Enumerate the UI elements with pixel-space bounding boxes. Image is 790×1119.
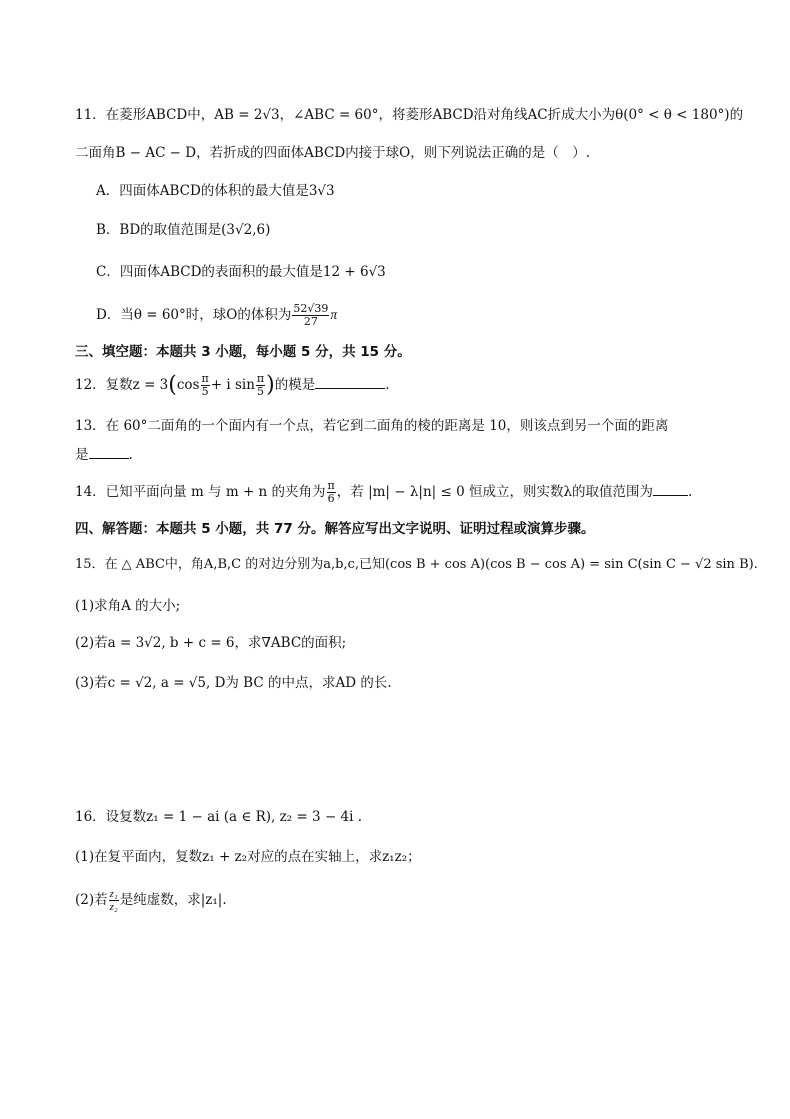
fraction-denominator: 27 bbox=[303, 315, 318, 328]
q12-sin: + i sin bbox=[210, 377, 255, 393]
q15-line1: 15．在 △ ABC中，角A,B,C 的对边分别为a,b,c,已知(cos B + cos A)(cos B − cos A) = sin C(sin C − √2 sin B). bbox=[75, 557, 758, 572]
q12-fraction-2 bbox=[256, 373, 265, 398]
q15-part1: (1)求角A 的大小; bbox=[75, 598, 181, 614]
q14-fraction bbox=[327, 480, 336, 505]
fraction-numerator: 52√39 bbox=[293, 302, 329, 315]
fraction-denominator: z₂ bbox=[109, 901, 118, 913]
q12-period: . bbox=[385, 377, 390, 393]
q11-line1: 11．在菱形ABCD中，AB = 2√3，∠ABC = 60°，将菱形ABCD沿对角线AC折成大小为θ(0° < θ < 180°)的 bbox=[75, 107, 744, 123]
q12-answer-blank[interactable] bbox=[315, 376, 385, 389]
fraction-denominator: 5 bbox=[257, 385, 264, 398]
q16-line1: 16．设复数z₁ = 1 − ai (a ∈ R), z₂ = 3 − 4i . bbox=[75, 809, 363, 825]
fraction-numerator: π bbox=[256, 372, 265, 385]
fraction-numerator: π bbox=[327, 479, 335, 492]
fraction-numerator: z₁ bbox=[109, 888, 118, 900]
q13-line2-text: 是 bbox=[75, 447, 89, 463]
paren-close: ) bbox=[266, 372, 275, 398]
q12-cos: cos bbox=[176, 377, 200, 393]
paren-open: ( bbox=[168, 372, 177, 398]
section-3-heading: 三、填空题：本题共 3 小题，每小题 5 分，共 15 分。 bbox=[75, 344, 411, 360]
q11-option-a: A．四面体ABCD的体积的最大值是3√3 bbox=[96, 183, 335, 199]
q16-part2 bbox=[75, 888, 227, 913]
q13-line2 bbox=[75, 446, 133, 464]
q15-part3: (3)若c = √2, a = √5, D为 BC 的中点，求AD 的长. bbox=[75, 675, 392, 691]
q13-answer-blank[interactable] bbox=[89, 446, 129, 459]
q16-part1: (1)在复平面内，复数z₁ + z₂对应的点在实轴上，求z₁z₂； bbox=[75, 849, 421, 865]
q13-line1: 13．在 60°二面角的一个面内有一个点，若它到二面角的棱的距离是 10，则该点到另一个面的距离 bbox=[75, 418, 669, 434]
q16-fraction bbox=[109, 888, 119, 913]
fraction-denominator: 5 bbox=[201, 385, 209, 398]
fraction-denominator: 6 bbox=[327, 492, 335, 505]
q12-fraction-1 bbox=[201, 373, 210, 398]
q14-period: . bbox=[688, 484, 693, 500]
q16-part2-prefix: (2)若 bbox=[75, 892, 108, 908]
q11-option-b: B．BD的取值范围是(3√2,6) bbox=[96, 222, 271, 238]
q12-prefix: 12．复数z = 3 bbox=[75, 377, 169, 393]
q14-prefix: 14．已知平面向量 m 与 m + n 的夹角为 bbox=[75, 484, 326, 500]
q13-period: . bbox=[128, 447, 133, 463]
q15-part2: (2)若a = 3√2, b + c = 6，求∇ABC的面积; bbox=[75, 635, 347, 651]
q11-option-c: C．四面体ABCD的表面积的最大值是12 + 6√3 bbox=[96, 264, 386, 280]
q11-line2: 二面角B − AC − D，若折成的四面体ABCD内接于球O，则下列说法正确的是（ ）. bbox=[75, 145, 591, 161]
fraction-numerator: π bbox=[201, 372, 209, 385]
q14-answer-blank[interactable] bbox=[653, 483, 688, 496]
pi-symbol: π bbox=[330, 307, 338, 322]
section-4-heading: 四、解答题：本题共 5 小题，共 77 分。解答应写出文字说明、证明过程或演算步骤。 bbox=[75, 521, 595, 537]
q11-option-d-fraction bbox=[292, 303, 329, 328]
q16-part2-suffix: 是纯虚数，求|z₁|. bbox=[119, 892, 227, 908]
q12 bbox=[75, 373, 390, 398]
q11-option-d-text: D．当θ = 60°时，球O的体积为 bbox=[96, 307, 292, 323]
q14 bbox=[75, 480, 692, 505]
q14-suffix: ，若 |m| − λ|n| ≤ 0 恒成立，则实数λ的取值范围为 bbox=[336, 484, 654, 500]
q11-option-d bbox=[96, 303, 337, 328]
q12-suffix: 的模是 bbox=[274, 377, 316, 393]
